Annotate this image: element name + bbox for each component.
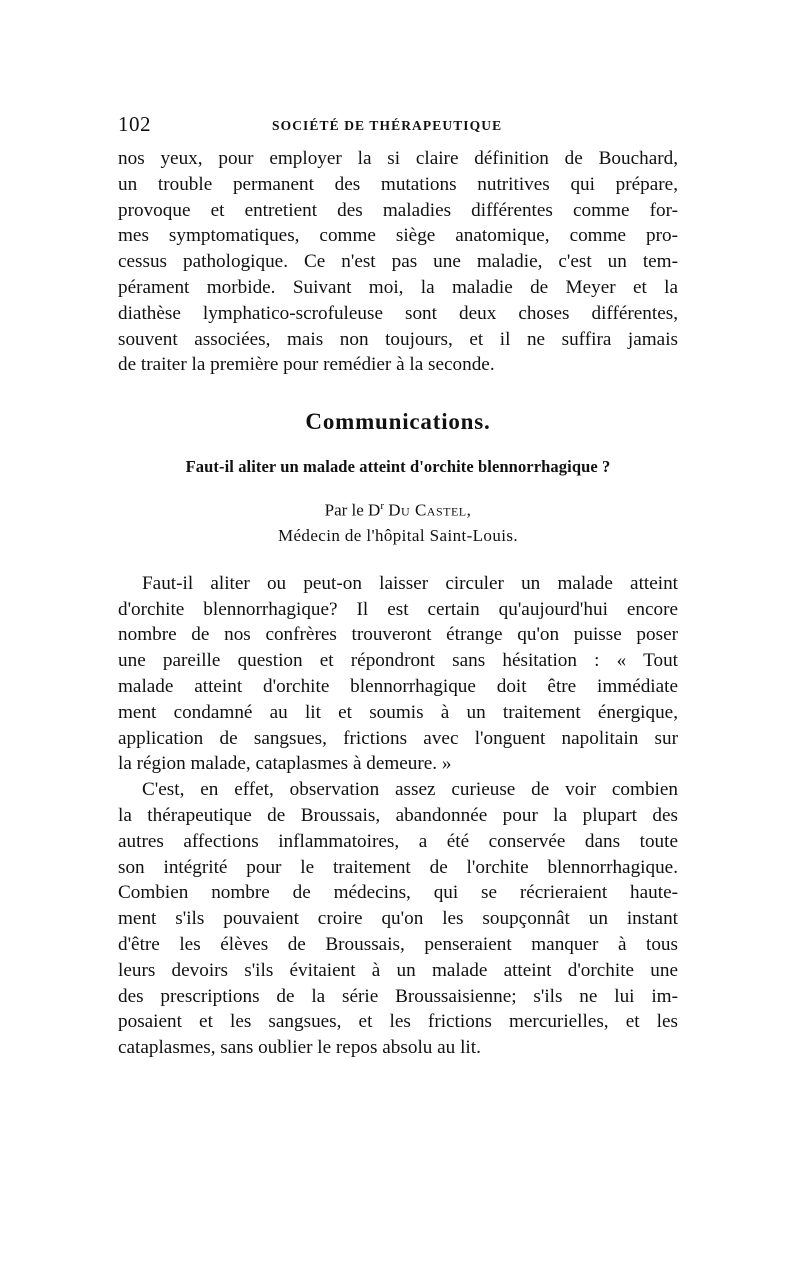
- text-line: C'est, en effet, observation assez curieuse de voir combien: [142, 779, 678, 801]
- author-name: Du Castel,: [388, 500, 472, 520]
- running-head: SOCIÉTÉ DE THÉRAPEUTIQUE: [272, 118, 503, 133]
- body-paragraph-2: [118, 777, 678, 1061]
- body-paragraph-1: [118, 571, 678, 777]
- text-line: d'orchite blennorrhagique? Il est certain qu'aujourd'hui encore: [118, 598, 678, 620]
- text-line: ment condamné au lit et soumis à un traitement énergique,: [118, 701, 678, 723]
- text-line: la région malade, cataplasmes à demeure. »: [118, 753, 452, 775]
- byline-superscript: r: [380, 500, 384, 513]
- spacer: [118, 548, 678, 571]
- article-title: Faut-il aliter un malade atteint d'orchite blennorrhagique ?: [185, 457, 611, 477]
- text-line: son intégrité pour le traitement de l'orchite blennorrhagique.: [118, 856, 678, 878]
- text-line: diathèse lymphatico-scrofuleuse sont deux choses différentes,: [118, 302, 678, 324]
- author-affiliation: Médecin de l'hôpital Saint-Louis.: [277, 525, 519, 545]
- text-line: de traiter la première pour remédier à la seconde.: [118, 354, 495, 376]
- byline-prefix: Par le D: [324, 500, 381, 520]
- text-line: malade atteint d'orchite blennorrhagique doit être immédiate: [118, 676, 678, 698]
- page-number: 102: [118, 112, 151, 136]
- text-line: ment s'ils pouvaient croire qu'on les soupçonnât un instant: [118, 908, 678, 930]
- text-line: nombre de nos confrères trouveront étrange qu'on puisse poser: [118, 624, 678, 646]
- text-line: Combien nombre de médecins, qui se récrieraient haute-: [118, 882, 678, 904]
- section-heading: Communications.: [305, 409, 491, 435]
- text-line: pérament morbide. Suivant moi, la maladie de Meyer et la: [118, 276, 678, 298]
- text-line: provoque et entretient des maladies différentes comme for-: [118, 199, 678, 221]
- text-line: autres affections inflammatoires, a été conservée dans toute: [118, 830, 678, 852]
- text-line: une pareille question et répondront sans hésitation : « Tout: [118, 650, 678, 672]
- text-line: leurs devoirs s'ils évitaient à un malade atteint d'orchite une: [118, 959, 678, 981]
- text-line: d'être les élèves de Broussais, penseraient manquer à tous: [118, 933, 678, 955]
- text-line: la thérapeutique de Broussais, abandonnée pour la plupart des: [118, 805, 678, 826]
- text-line: application de sangsues, frictions avec l'onguent napolitain sur: [118, 727, 678, 749]
- text-line: posaient et les sangsues, et les frictions mercurielles, et les: [118, 1011, 678, 1033]
- intro-paragraph: [118, 146, 678, 378]
- text-line: cessus pathologique. Ce n'est pas une maladie, c'est un tem-: [118, 251, 678, 273]
- text-line: mes symptomatiques, comme siège anatomique, comme pro-: [118, 225, 678, 247]
- text-line: des prescriptions de la série Broussaisienne; s'ils ne lui im-: [118, 985, 678, 1007]
- page-header: [118, 112, 678, 146]
- text-line: un trouble permanent des mutations nutritives qui prépare,: [118, 173, 678, 195]
- text-line: souvent associées, mais non toujours, et il ne suffira jamais: [118, 328, 678, 350]
- text-line: Faut-il aliter ou peut-on laisser circuler un malade atteint: [142, 572, 678, 594]
- text-line: nos yeux, pour employer la si claire définition de Bouchard,: [118, 148, 678, 169]
- text-line: cataplasmes, sans oublier le repos absolu au lit.: [118, 1037, 481, 1059]
- author-byline: [118, 494, 678, 523]
- book-page: [118, 112, 678, 1061]
